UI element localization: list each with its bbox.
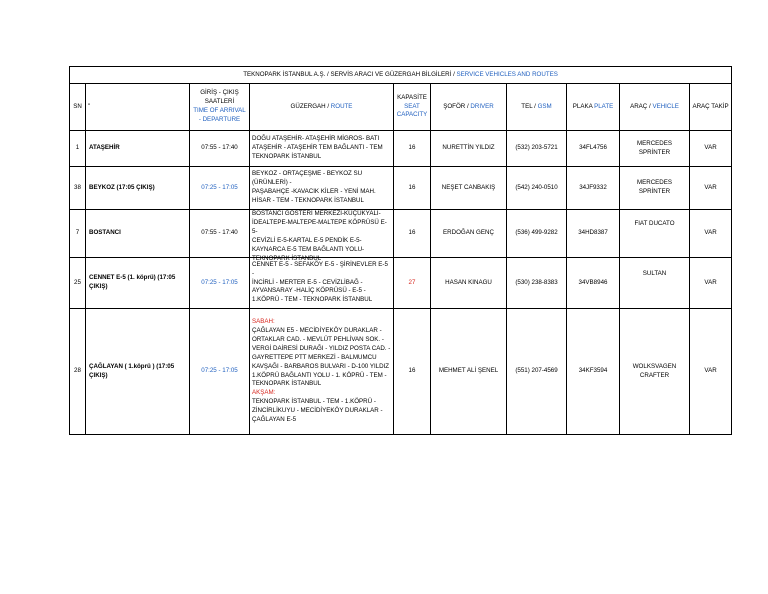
- table-row: [70, 167, 732, 210]
- header-tracking: ARAÇ TAKİP: [690, 84, 732, 131]
- header-vehicle: ARAÇ / VEHICLE: [620, 84, 690, 131]
- header-plate: PLAKA PLATE: [567, 84, 620, 131]
- row-sn: 25: [70, 258, 86, 309]
- row-route: SABAH: ÇAĞLAYAN E5 - MECİDİYEKÖY DURAKLAR - ORTAKLAR CAD. - MEVLÜT PEHLİVAN SOK. - VERGİ DAİRESİ DURAĞI - YILDIZ POSTA CAD. - GAYRETTEPE PTT MERKEZİ - BALMUMCU KAVŞAĞI - BARBAROS BULVARI - D-100 YILDIZ 1.KÖPRÜ BAĞLANTI YOLU - 1. KÖPRÜ - TEM - TEKNOPARK İSTANBUL AKŞAM: TEKNOPARK İSTANBUL - TEM - 1.KÖPRÜ - ZİNCİRLİKUYU - MECİDİYEKÖY DURAKLAR - ÇAĞLAYAN E-5: [250, 309, 394, 435]
- service-vehicles-table: [69, 66, 732, 435]
- row-phone: (532) 203-5721: [507, 131, 567, 167]
- row-phone: (551) 207-4569: [507, 309, 567, 435]
- row-vehicle: FIAT DUCATO: [620, 210, 690, 258]
- row-plate: 34JF9332: [567, 167, 620, 210]
- row-time: 07:55 - 17:40: [190, 210, 250, 258]
- row-tracking: VAR: [690, 309, 732, 435]
- row-destination: ÇAĞLAYAN ( 1.köprü ) (17:05 ÇIKIŞ): [86, 309, 190, 435]
- row-destination: BOSTANCI: [86, 210, 190, 258]
- header-phone: TEL / GSM: [507, 84, 567, 131]
- row-sn: 38: [70, 167, 86, 210]
- header-quote: ": [86, 84, 190, 131]
- header-route: GÜZERGAH / ROUTE: [250, 84, 394, 131]
- row-capacity: 16: [394, 167, 431, 210]
- table-row: [70, 131, 732, 167]
- header-capacity: KAPASİTE SEAT CAPACITY: [394, 84, 431, 131]
- row-tracking: VAR: [690, 258, 732, 309]
- row-tracking: VAR: [690, 210, 732, 258]
- row-phone: (536) 499-9282: [507, 210, 567, 258]
- table-title-row: [70, 67, 732, 84]
- row-route: CENNET E-5 - SEFAKÖY E-5 - ŞİRİNEVLER E-5 - İNCİRLİ - MERTER E-5 - CEVİZLİBAĞ - AYVANSARAY -HALİÇ KÖPRÜSÜ - E-5 - 1.KÖPRÜ - TEM - TEKNOPARK İSTANBUL: [250, 258, 394, 309]
- table-row: [70, 258, 732, 309]
- row-driver: NURETTİN YILDIZ: [431, 131, 507, 167]
- row-time: 07:25 - 17:05: [190, 258, 250, 309]
- row-tracking: VAR: [690, 167, 732, 210]
- row-plate: 34FL4756: [567, 131, 620, 167]
- row-vehicle: MERCEDES SPRİNTER: [620, 167, 690, 210]
- row-tracking: VAR: [690, 131, 732, 167]
- row-phone: (530) 238-8383: [507, 258, 567, 309]
- row-capacity: 16: [394, 309, 431, 435]
- row-route: BOSTANCI GÖSTERİ MERKEZİ-KÜÇÜKYALI- İDEALTEPE-MALTEPE-MALTEPE KÖPRÜSÜ E-5- CEVİZLİ E-5-KARTAL E-5 PENDİK E-5- KAYNARCA E-5 TEM BAĞLANTI YOLU- TEKNOPARK İSTANBUL: [250, 210, 394, 258]
- row-sn: 1: [70, 131, 86, 167]
- row-route: BEYKOZ - ORTAÇEŞME - BEYKOZ SU (ÜRÜNLERİ) - PAŞABAHÇE -KAVACIK KİLER - YENİ MAH. HİSAR - TEM - TEKNOPARK İSTANBUL: [250, 167, 394, 210]
- row-destination: BEYKOZ (17:05 ÇIKIŞ): [86, 167, 190, 210]
- row-vehicle: SULTAN: [620, 258, 690, 309]
- row-capacity: 27: [394, 258, 431, 309]
- row-capacity: 16: [394, 131, 431, 167]
- row-sn: 28: [70, 309, 86, 435]
- row-time: 07:25 - 17:05: [190, 167, 250, 210]
- row-time: 07:25 - 17:05: [190, 309, 250, 435]
- row-plate: 34VB8946: [567, 258, 620, 309]
- header-driver: ŞOFÖR / DRIVER: [431, 84, 507, 131]
- row-vehicle: MERCEDES SPRİNTER: [620, 131, 690, 167]
- row-destination: CENNET E-5 (1. köprü) (17:05 ÇIKIŞ): [86, 258, 190, 309]
- row-plate: 34HD8387: [567, 210, 620, 258]
- row-driver: ERDOĞAN GENÇ: [431, 210, 507, 258]
- row-driver: MEHMET ALİ ŞENEL: [431, 309, 507, 435]
- table-header-row: [70, 84, 732, 131]
- row-sn: 7: [70, 210, 86, 258]
- header-sn: SN: [70, 84, 86, 131]
- table-title: TEKNOPARK İSTANBUL A.Ş. / SERVİS ARACI VE GÜZERGAH BİLGİLERİ / SERVICE VEHICLES AND ROUTES: [70, 67, 732, 84]
- row-time: 07:55 - 17:40: [190, 131, 250, 167]
- row-driver: HASAN KINAGU: [431, 258, 507, 309]
- header-time: GİRİŞ - ÇIKIŞ SAATLERİ TIME OF ARRIVAL - DEPARTURE: [190, 84, 250, 131]
- row-driver: NEŞET CANBAKIŞ: [431, 167, 507, 210]
- row-phone: (542) 240-0510: [507, 167, 567, 210]
- row-route: DOĞU ATAŞEHİR- ATAŞEHİR MİGROS- BATI ATAŞEHİR - ATAŞEHİR TEM BAĞLANTI - TEM TEKNOPARK İSTANBUL: [250, 131, 394, 167]
- row-capacity: 16: [394, 210, 431, 258]
- table-row: [70, 210, 732, 258]
- row-destination: ATAŞEHİR: [86, 131, 190, 167]
- row-vehicle: WOLKSVAGEN CRAFTER: [620, 309, 690, 435]
- row-plate: 34KF3594: [567, 309, 620, 435]
- table-row: [70, 309, 732, 435]
